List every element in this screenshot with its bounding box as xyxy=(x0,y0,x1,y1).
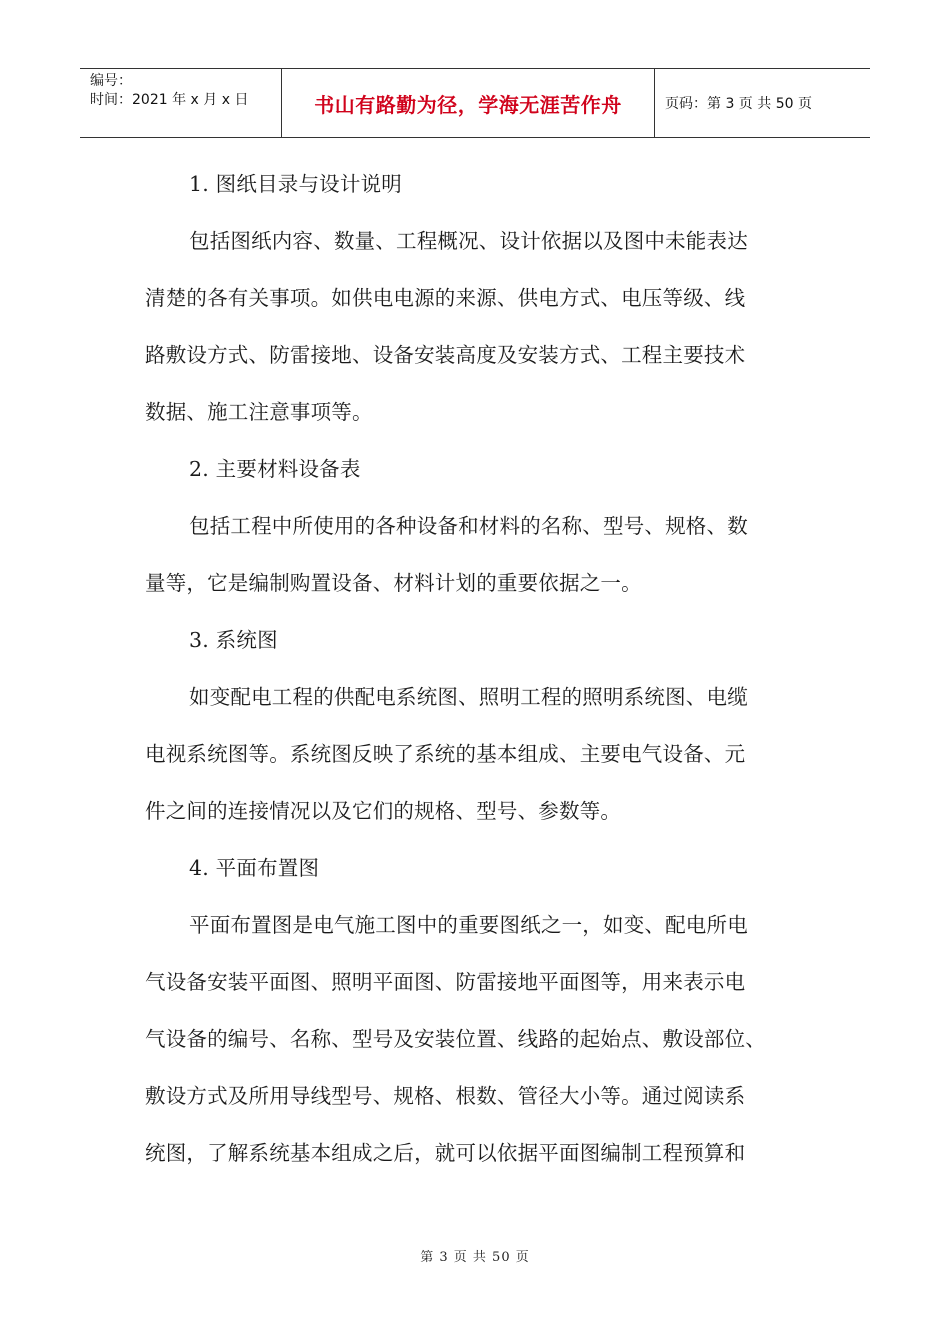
serial-number-label: 编号： xyxy=(90,73,132,89)
header-page-info: 页码：第 3 页 共 50 页 xyxy=(665,96,812,112)
paragraph-line: 数据、施工注意事项等。 xyxy=(145,400,373,424)
paragraph-line: 如变配电工程的供配电系统图、照明工程的照明系统图、电缆 xyxy=(189,685,748,709)
page-header xyxy=(80,68,870,138)
paragraph-line: 敷设方式及所用导线型号、规格、根数、管径大小等。通过阅读系 xyxy=(145,1084,746,1108)
section-heading: 2. 主要材料设备表 xyxy=(189,457,361,481)
section-heading: 4. 平面布置图 xyxy=(189,856,320,880)
paragraph-line: 电视系统图等。系统图反映了系统的基本组成、主要电气设备、元 xyxy=(145,742,746,766)
paragraph-line: 平面布置图是电气施工图中的重要图纸之一，如变、配电所电 xyxy=(189,913,748,937)
page-footer: 第 3 页 共 50 页 xyxy=(420,1250,530,1265)
paragraph-line: 气设备安装平面图、照明平面图、防雷接地平面图等，用来表示电 xyxy=(145,970,746,994)
paragraph-line: 统图，了解系统基本组成之后，就可以依据平面图编制工程预算和 xyxy=(145,1141,746,1165)
header-meta xyxy=(80,69,282,137)
header-date: 时间：2021 年 x 月 x 日 xyxy=(90,92,249,108)
paragraph-line: 件之间的连接情况以及它们的规格、型号、参数等。 xyxy=(145,799,622,823)
paragraph-line: 量等，它是编制购置设备、材料计划的重要依据之一。 xyxy=(145,571,642,595)
paragraph-line: 包括工程中所使用的各种设备和材料的名称、型号、规格、数 xyxy=(189,514,748,538)
section-heading: 1. 图纸目录与设计说明 xyxy=(189,172,402,196)
paragraph-line: 路敷设方式、防雷接地、设备安装高度及安装方式、工程主要技术 xyxy=(145,343,746,367)
header-motto: 书山有路勤为径，学海无涯苦作舟 xyxy=(282,69,655,137)
paragraph-line: 气设备的编号、名称、型号及安装位置、线路的起始点、敷设部位、 xyxy=(145,1027,766,1051)
paragraph-line: 包括图纸内容、数量、工程概况、设计依据以及图中未能表达 xyxy=(189,229,748,253)
section-heading: 3. 系统图 xyxy=(189,628,278,652)
document-body xyxy=(145,156,805,1182)
paragraph-line: 清楚的各有关事项。如供电电源的来源、供电方式、电压等级、线 xyxy=(145,286,746,310)
